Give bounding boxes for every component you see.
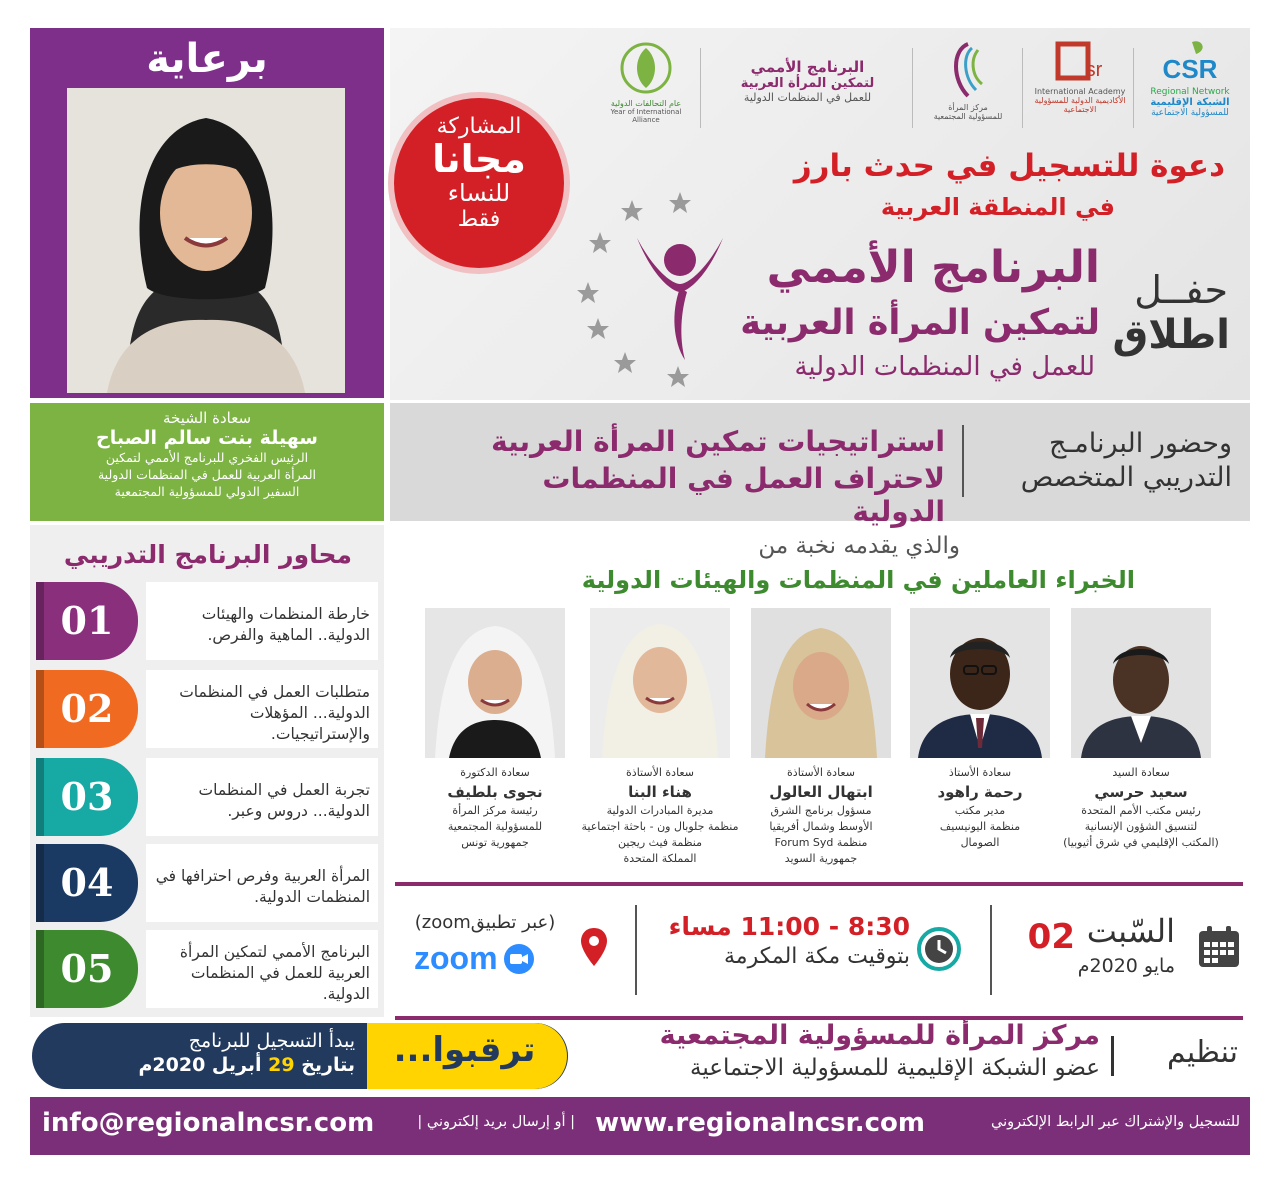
logo-regional-network-label-1: الشبكة الإقليمية (1150, 97, 1230, 108)
expert-photo (1071, 608, 1211, 758)
expert-info (900, 765, 1060, 851)
axis-fold (36, 758, 44, 836)
launch-label-2: اطلاق (1112, 312, 1230, 358)
badge-line-2: مجانا (432, 137, 526, 181)
footer-email-text: | أو إرسال بريد إلكتروني | (417, 1114, 575, 1130)
sponsor-role-1: الرئيس الفخري للبرنامج الأممي لتمكين (105, 450, 309, 465)
event-day-name: السّبت (1086, 912, 1175, 950)
event-day-number: 02 (1027, 917, 1075, 957)
event-timezone: بتوقيت مكة المكرمة (723, 944, 910, 969)
logo-international-academy (1030, 40, 1130, 136)
axis-number: 04 (36, 844, 138, 922)
expert-info (1061, 765, 1221, 851)
axis-fold (36, 582, 44, 660)
expert-name: رحمة راهود (937, 783, 1023, 801)
logo-un-program (710, 40, 905, 136)
expert-title: سعادة الدكتورة (460, 766, 530, 779)
logo-regional-network-label-2: للمسؤولية الاجتماعية (1151, 108, 1229, 118)
band-strategy-2: لاحتراف العمل في المنظمات الدولية (542, 462, 945, 528)
logo-academy-label-2: الأكاديمية الدولية للمسؤولية الاجتماعية (1034, 96, 1126, 114)
logo-divider (700, 48, 701, 128)
svg-text:CSR: CSR (1162, 54, 1218, 84)
axis-item (36, 930, 380, 1008)
logo-women-center-label-1: مركز المرأة (948, 103, 988, 112)
logo-women-center-label-2: للمسؤولية المجتمعية (933, 112, 1003, 121)
divider-line (395, 882, 1243, 886)
band-attend-2: التدريبي المتخصص (1020, 462, 1232, 493)
experts-title: الخبراء العاملين في المنظمات والهيئات الدولية (581, 566, 1135, 594)
clock-icon (916, 926, 962, 972)
register-date-prefix: بتاريخ (301, 1054, 355, 1076)
program-subtitle: لتمكين المرأة العربية (740, 303, 1100, 343)
expert-role: منظمة اليونيسيف (939, 820, 1021, 833)
axis-text: البرنامج الأممي لتمكين المرأة العربية للعمل في المنظمات الدولية. (146, 930, 378, 1008)
axis-number: 05 (36, 930, 138, 1008)
organizer-membership: عضو الشبكة الإقليمية للمسؤولية الاجتماعية (690, 1055, 1100, 1081)
free-participation-badge (388, 92, 570, 274)
svg-text:sr: sr (1085, 59, 1103, 81)
axis-item (36, 670, 380, 748)
register-date-day: 29 (268, 1054, 295, 1076)
program-title: البرنامج الأممي (766, 242, 1100, 293)
expert-role: الصومال (960, 836, 1000, 849)
logo-regional-network (1140, 40, 1240, 136)
register-start-line: يبدأ التسجيل للبرنامج (188, 1030, 355, 1052)
axis-number: 03 (36, 758, 138, 836)
logo-academy-label-1: International Academy (1034, 87, 1126, 96)
axis-text: تجربة العمل في المنظمات الدولية... دروس وعبر. (146, 758, 378, 836)
expert-photo (425, 608, 565, 758)
expert-role: المملكة المتحدة (623, 852, 697, 865)
logo-divider (912, 48, 913, 128)
expert-photo (590, 608, 730, 758)
expert-role: رئيسة مركز المرأة (452, 804, 538, 817)
axes-title: محاور البرنامج التدريبي (63, 540, 352, 569)
logo-divider (1022, 48, 1023, 128)
expert-role: للمسؤولية المجتمعية (447, 820, 543, 833)
expert-role: (المكتب الإقليمي في شرق أثيوبيا) (1063, 836, 1219, 849)
sponsor-honorific: سعادة الشيخة (162, 409, 252, 427)
expert-title: سعادة الأستاذة (787, 766, 855, 779)
expert-info (741, 765, 901, 867)
expert-photo (751, 608, 891, 758)
footer-register-text: للتسجيل والإشتراك عبر الرابط الإلكتروني (990, 1114, 1240, 1130)
sponsor-photo (67, 88, 345, 393)
sponsor-title: برعاية (146, 36, 268, 82)
program-tagline: للعمل في المنظمات الدولية (794, 352, 1095, 382)
organizer-divider (1111, 1036, 1114, 1076)
invite-subheadline: في المنطقة العربية (880, 193, 1115, 221)
axis-fold (36, 670, 44, 748)
logo-year-alliance-label-1: عام التحالفات الدولية (610, 99, 682, 108)
expert-title: سعادة الأستاذ (948, 766, 1012, 779)
expert-info (570, 765, 750, 867)
invite-headline: دعوة للتسجيل في حدث بارز (793, 148, 1225, 184)
zoom-wordmark: zoom (414, 940, 498, 976)
expert-role: منظمة Forum Syd (774, 836, 868, 849)
logo-un-program-label-2: لتمكين المرأة العربية (740, 76, 875, 91)
expert-title: سعادة الأستاذة (626, 766, 694, 779)
organizer-name: مركز المرأة للمسؤولية المجتمعية (659, 1020, 1100, 1051)
logo-women-center (918, 40, 1018, 136)
sponsor-role-3: السفير الدولي للمسؤولية المجتمعية (114, 484, 300, 499)
sponsor-name: سهيلة بنت سالم الصباح (96, 427, 318, 449)
sponsor-role-2: المرأة العربية للعمل في المنظمات الدولية (97, 467, 317, 482)
register-date-suffix: أبريل 2020م (138, 1054, 262, 1076)
zoom-via-label: (عبر تطبيقzoom) (414, 912, 556, 933)
expert-role: جمهورية السويد (784, 852, 858, 865)
register-date-line (70, 1054, 355, 1076)
axis-item (36, 758, 380, 836)
sponsor-name-box (30, 403, 384, 521)
expert-role: مديرة المبادرات الدولية (606, 804, 714, 817)
expert-info (415, 765, 575, 851)
expert-title: سعادة السيد (1112, 766, 1170, 779)
axis-fold (36, 844, 44, 922)
zoom-logo (414, 940, 534, 977)
expert-name: ابتهال العالول (769, 783, 873, 801)
axis-text: المرأة العربية وفرص احترافها في المنظمات الدولية. (146, 844, 378, 922)
axis-number: 01 (36, 582, 138, 660)
zoom-camera-icon (504, 944, 534, 974)
badge-line-1: المشاركة (436, 114, 522, 139)
organizer-label: تنظيم (1166, 1035, 1238, 1070)
stay-tuned-label: ترقبوا... (393, 1030, 536, 1070)
expert-role: جمهورية تونس (461, 836, 529, 849)
footer-email-link[interactable]: info@regionalncsr.com (42, 1108, 375, 1138)
logo-un-program-label-3: للعمل في المنظمات الدولية (743, 91, 872, 104)
logo-regional-network-sub: Regional Network (1150, 87, 1230, 97)
axis-item (36, 582, 380, 660)
expert-role: مدير مكتب (954, 804, 1006, 817)
event-month: مايو 2020م (1077, 955, 1175, 977)
expert-role: منظمة فيث ريجين (617, 836, 703, 849)
location-pin-icon (579, 926, 609, 968)
launch-label-1: حفــل (1134, 268, 1228, 312)
expert-role: منظمة جلوبال ون - باحثة اجتماعية (581, 820, 739, 833)
axis-number: 02 (36, 670, 138, 748)
axis-text: متطلبات العمل في المنظمات الدولية... المؤهلات والإستراتيجيات. (146, 670, 378, 748)
footer-website-link[interactable]: www.regionalncsr.com (595, 1108, 925, 1138)
expert-role: الأوسط وشمال أفريقيا (769, 820, 873, 833)
band-strategy-1: استراتيجيات تمكين المرأة العربية (491, 425, 945, 458)
logo-year-alliance (598, 40, 694, 136)
expert-name: سعيد حرسي (1094, 783, 1188, 801)
badge-line-3: للنساء (447, 179, 511, 207)
axis-item (36, 844, 380, 922)
expert-role: لتنسيق الشؤون الإنسانية (1084, 820, 1198, 833)
axis-text: خارطة المنظمات والهيئات الدولية.. الماهية والفرص. (146, 582, 378, 660)
logo-year-alliance-label-2: Year of International Alliance (610, 108, 682, 124)
badge-line-4: فقط (457, 207, 501, 232)
experts-lead: والذي يقدمه نخبة من (758, 533, 960, 559)
expert-photo (910, 608, 1050, 758)
expert-role: مسؤول برنامج الشرق (770, 804, 872, 817)
expert-name: نجوى بلطيف (447, 783, 543, 801)
band-attend-1: وحضور البرنامـج (1048, 428, 1232, 459)
calendar-icon (1197, 925, 1241, 969)
expert-name: هناء البنا (628, 783, 692, 801)
expert-role: رئيس مكتب الأمم المتحدة (1081, 804, 1201, 817)
event-divider (635, 905, 637, 995)
logo-un-program-label-1: البرنامج الأممي (750, 58, 865, 76)
event-divider (990, 905, 992, 995)
axis-fold (36, 930, 44, 1008)
event-time: 8:30 - 11:00 مساء (668, 912, 910, 941)
logo-divider (1133, 48, 1134, 128)
band-divider (962, 425, 964, 497)
